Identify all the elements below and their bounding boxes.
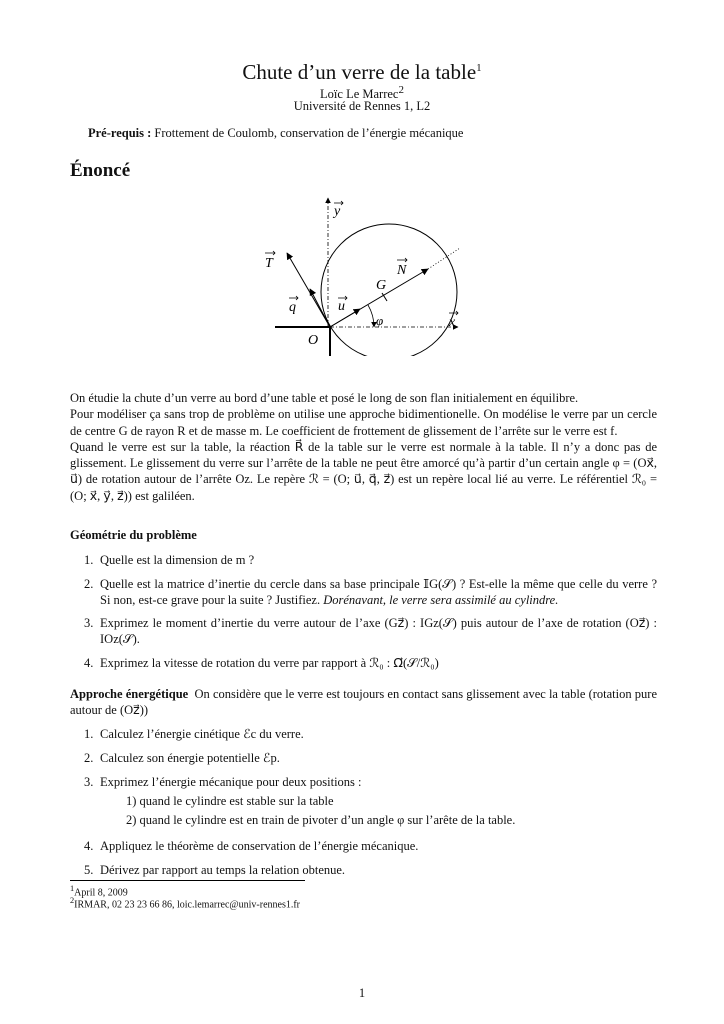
footnote: $^1$April 8, 2009 <box>70 884 128 899</box>
document-title: Chute d’un verre de la table$^1$ <box>242 60 482 84</box>
affiliation: Université de Rennes 1, L2 <box>293 99 431 113</box>
q-vector <box>310 289 330 327</box>
label-n: N <box>397 263 407 278</box>
geometry-heading: Géométrie du problème <box>70 528 197 542</box>
energy-question: 1. Calculez l’énergie cinétique ℰc du verre. <box>84 727 304 741</box>
intro-paragraph: On étudie la chute d’un verre au bord d’une table et posé le long de son flan initialement en équilibre. <box>70 391 579 405</box>
energy-question: 2. Calculez son énergie potentielle ℰp. <box>84 751 280 765</box>
t-vector <box>287 253 330 327</box>
intro-paragraph: Quand le verre est sur la table, la réaction R⃗ de la table sur le verre est normale à la table. Il n’y a donc pas de glissement. Le glissement du verre sur l’arrête de la table ne peut être amorcé qu’à partir d’un certain angle φ = (Ox⃗, u⃗) de rotation autour de l’arrête Oz. Le repère ℛ = (O; u⃗, q⃗, z⃗) est un repère local lié au verre. Le référentiel ℛ₀ = (O; x⃗, y⃗, z⃗)) est galiléen. <box>70 439 657 503</box>
prereq-label: Pré-requis : <box>88 126 152 140</box>
energy-question: 5. Dérivez par rapport au temps la relation obtenue. <box>84 863 346 877</box>
glass-diagram <box>260 196 490 356</box>
extension-line <box>428 248 460 269</box>
glass-circle <box>321 224 457 356</box>
energy-heading: Approche énergétique <box>70 687 189 701</box>
energy-position: 2) quand le cylindre est en train de pivoter d’un angle φ sur l’arête de la table. <box>126 813 516 827</box>
prereq-text: Frottement de Coulomb, conservation de l’énergie mécanique <box>154 126 464 140</box>
footnote-rule <box>70 880 305 881</box>
author: Loïc Le Marrec$^2$ <box>320 84 404 102</box>
geometry-question: 3. Exprimez le moment d’inertie du verre autour de l’axe (Gz⃗) : IGz(𝒮) puis autour de l’axe de rotation (Oz⃗) : IOz(𝒮). <box>84 616 657 646</box>
energy-question: 4. Appliquez le théorème de conservation de l’énergie mécanique. <box>84 839 419 853</box>
section-heading: Énoncé <box>70 160 131 181</box>
page-number: 1 <box>358 986 366 1000</box>
label-y: y <box>334 204 341 219</box>
geometry-question: 2. Quelle est la matrice d’inertie du cercle dans sa base principale 𝕀G(𝒮) ? Est-elle la même que celle du verre ? Si non, est-ce grave pour la suite ? Justifiez. Dorénavant, le verre sera assimilé au cylindre. <box>84 577 657 607</box>
energy-question: 3. Exprimez l’énergie mécanique pour deux positions : <box>84 775 362 789</box>
geometry-question: 1. Quelle est la dimension de m ? <box>84 553 255 567</box>
label-u: u <box>338 299 345 314</box>
label-q: q <box>289 300 296 315</box>
u-vector <box>330 309 360 327</box>
phi-arc <box>368 305 374 327</box>
footnote: $^2$IRMAR, 02 23 23 66 86, loic.lemarrec@univ-rennes1.fr <box>70 896 300 911</box>
intro-text <box>70 390 657 504</box>
energy-position: 1) quand le cylindre est stable sur la table <box>126 794 334 808</box>
label-g: G <box>376 278 387 293</box>
intro-paragraph: Pour modéliser ça sans trop de problème on utilise une approche bidimentionelle. On modélise le verre par un cercle de centre G de rayon R et de masse m. Le coefficient de frottement de glissement de l’arrête sur le verre est f. <box>70 407 657 438</box>
label-t: T <box>265 256 273 271</box>
label-phi: φ <box>376 313 384 328</box>
geometry-question: 4. Exprimez la vitesse de rotation du verre par rapport à ℛ₀ : Ω⃗(𝒮/ℛ₀) <box>84 656 439 670</box>
label-x: x <box>449 315 456 330</box>
prerequisites <box>88 126 463 141</box>
label-o: O <box>308 333 319 348</box>
energy-intro: Approche énergétique On considère que le verre est toujours en contact sans glissement avec la table (rotation pure autour de (Oz⃗)) <box>70 687 658 717</box>
